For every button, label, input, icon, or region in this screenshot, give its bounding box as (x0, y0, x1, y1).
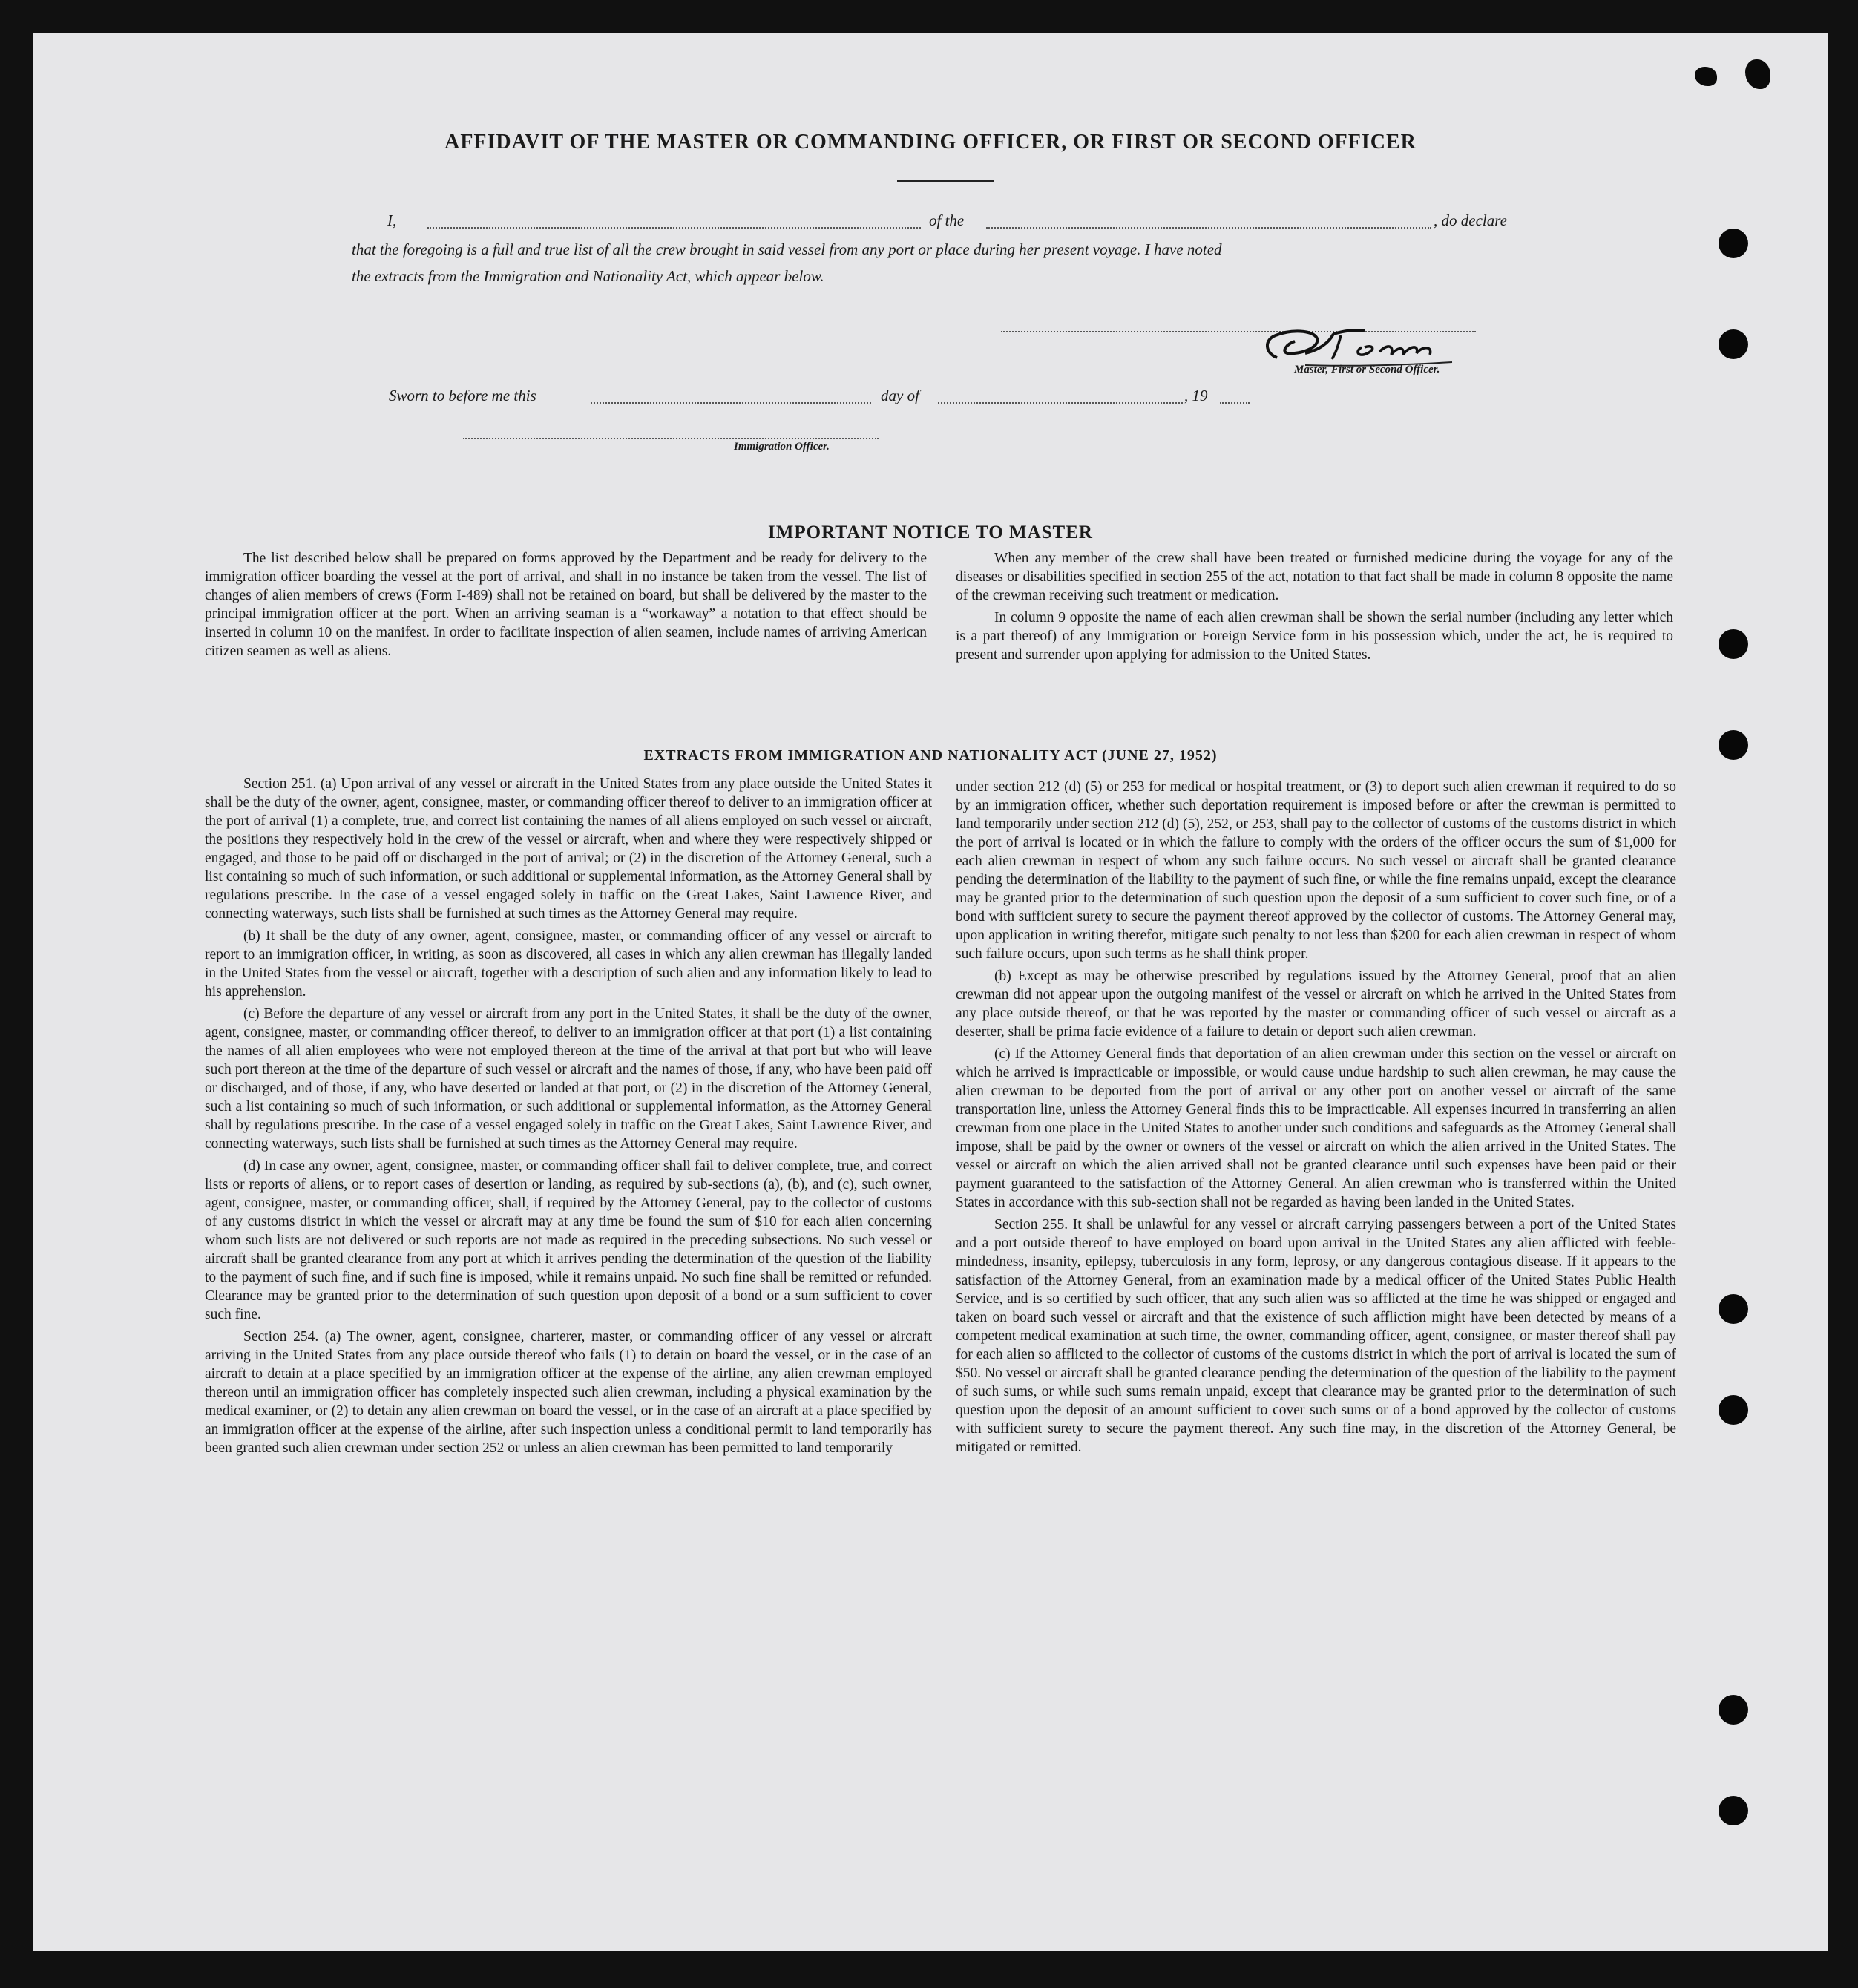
affidavit-statement-line-2: the extracts from the Immigration and Nationality Act, which appear below. (352, 267, 824, 285)
signature-caption: Master, First or Second Officer. (1294, 364, 1440, 375)
year-blank[interactable] (1220, 402, 1250, 404)
officer-caption: Immigration Officer. (734, 441, 830, 453)
officer-signature-line (463, 438, 879, 439)
ink-blot (1745, 59, 1770, 89)
vessel-blank[interactable] (986, 227, 1431, 229)
section-251-b: (b) It shall be the duty of any owner, agent, consignee, master, or commanding officer of any vessel or aircraft to report to an immigration officer, in writing, as soon as discovered, all cases in which any alien crewman has illegally landed in the United States from the vessel or aircraft, together with a description of such alien and any information likely to lead to his apprehension. (205, 928, 932, 1000)
binder-hole (1719, 1395, 1748, 1425)
notice-title: IMPORTANT NOTICE TO MASTER (768, 522, 1093, 542)
section-254-a: Section 254. (a) The owner, agent, consignee, charterer, master, or commanding officer of any vessel or aircraft arriving in the United States from any place outside thereof who fails (1) to detain on board the vessel, or in the case of an aircraft to detain at a place specified by an immigration officer at the expense of the airline, any alien crewman employed thereon until an immigration officer has completely inspected such alien crewman, including a physical examination by the medical examiner, or (2) to detain any alien crewman on board the vessel, or in the case of an aircraft at a place specified by an immigration officer at the expense of the airline, after such inspection unless a conditional permit to land temporarily has been granted such alien crewman under section 252 or unless an alien crewman has been permitted to land temporarily (205, 1329, 932, 1456)
extracts-right-column (956, 778, 1676, 1460)
binder-hole (1719, 329, 1748, 359)
notice-paragraph: When any member of the crew shall have been treated or furnished medicine during the voyage for any of the diseases or disabilities specified in section 255 of the act, notation to that fact shall be made in column 8 opposite the name of the crewman receiving such treatment or medication. (956, 551, 1673, 603)
notice-left-column (205, 549, 927, 664)
binder-hole (1719, 1695, 1748, 1725)
binder-hole (1719, 229, 1748, 258)
document-page (33, 33, 1828, 1951)
title-divider (897, 180, 994, 182)
section-254-a-continued: under section 212 (d) (5) or 253 for medical or hospital treatment, or (3) to deport such alien crewman if required to do so by an immigration officer, whether such deportation requirement is imposed before or after the crewman is permitted to land temporarily under section 212 (d) (5), 252, or 253, shall pay to the collector of customs of the customs district in which the port of arrival is located or in which the failure to comply with the orders of the officer occurs the sum of $1,000 for each alien crewman in respect of whom any such failure occurs. No such vessel or aircraft shall be granted clearance pending the determination of the liability to the payment of such fine, or while the fine remains unpaid, except the clearance may be granted prior to the determination of such question upon the deposit of a sum sufficient to cover such fine, or of a bond with sufficient surety to secure the payment thereof approved by the collector of customs. The Attorney General may, upon application in writing therefor, mitigate such penalty to not less than $200 for each alien crewman in respect of whom such failure occurs, upon such terms as he shall think proper. (956, 779, 1676, 962)
section-251-c: (c) Before the departure of any vessel or aircraft from any port in the United States, it shall be the duty of the owner, agent, consignee, master, or commanding officer thereof, to deliver to an immigration officer at that port (1) a list containing the names of all alien employees who were not employed thereon at the time of the arrival at that port but who will leave such port thereon at the time of the departure of such vessel or aircraft and the names of those, if any, who have been paid off or discharged, and of those, if any, who have deserted or landed at that port, or (2) in the discretion of the Attorney General, such a list containing so much of such information, or such additional or supplemental information, as the Attorney General shall by regulations prescribe. In the case of a vessel engaged solely in traffic on the Great Lakes, Saint Lawrence River, and connecting waterways, such lists shall be furnished at such times as the Attorney General may require. (205, 1006, 932, 1152)
section-254-b: (b) Except as may be otherwise prescribed by regulations issued by the Attorney General, proof that an alien crewman did not appear upon the outgoing manifest of the vessel or aircraft on which he arrived in the United States from any place outside thereof, or that he was reported by the master or commanding officer of such vessel or aircraft as a deserter, shall be prima facie evidence of a failure to detain or deport such alien crewman. (956, 968, 1676, 1040)
section-251-d: (d) In case any owner, agent, consignee, master, or commanding officer shall fail to deliver complete, true, and correct lists or reports of aliens, or to report cases of desertion or landing, as required by sub-sections (a), (b), and (c), such owner, agent, consignee, master, or commanding officer, shall, if required by the Attorney General, pay to the collector of customs of any customs district in which the vessel or aircraft may at any time be found the sum of $10 for each alien concerning whom such lists are not delivered or such reports are not made as required in the preceding subsections. No such vessel or aircraft shall be granted clearance from any port at which it arrives pending the determination of the question of the liability to the payment of such fine, and if such fine is imposed, while it remains unpaid. No such fine shall be remitted or refunded. Clearance may be granted prior to the determination of such question upon deposit of a bond or a sum sufficient to cover such fine. (205, 1158, 932, 1322)
notice-right-column (956, 549, 1673, 668)
notice-paragraph: The list described below shall be prepared on forms approved by the Department and be ready for delivery to the immigration officer boarding the vessel at the port of arrival, and shall in no instance be taken from the vessel. The list of changes of alien members of crews (Form I-489) shall not be retained on board, but shall be delivered by the master to the principal immigration officer at the port. When an arriving seaman is a “workaway” a notation to that effect should be inserted in column 10 on the manifest. In order to facilitate inspection of alien seamen, include names of arriving American citizen seamen as well as aliens. (205, 551, 927, 659)
extracts-left-column (205, 775, 932, 1461)
month-blank[interactable] (938, 402, 1183, 404)
day-of-label: day of (881, 387, 919, 404)
extracts-title: EXTRACTS FROM IMMIGRATION AND NATIONALITY ACT (JUNE 27, 1952) (643, 747, 1218, 764)
i-label: I, (387, 211, 397, 229)
sworn-label: Sworn to before me this (389, 387, 536, 404)
name-blank[interactable] (427, 227, 921, 229)
year-label: , 19 (1184, 387, 1208, 404)
binder-hole (1719, 629, 1748, 659)
affidavit-title: AFFIDAVIT OF THE MASTER OR COMMANDING OFFICER, OR FIRST OR SECOND OFFICER (444, 131, 1417, 154)
of-the-label: of the (929, 211, 965, 229)
section-255: Section 255. It shall be unlawful for any vessel or aircraft carrying passengers between a port of the United States and a port outside thereof to have employed on board upon arrival in the United States any alien afflicted with feeble-mindedness, insanity, epilepsy, tuberculosis in any form, leprosy, or any dangerous contagious disease. If it appears to the satisfaction of the Attorney General, from an examination made by a medical officer of the United States Public Health Service, and is so certified by such officer, that any such alien was so afflicted at the time he was shipped or engaged and taken on board such vessel or aircraft and that the existence of such affliction might have been detected by means of a competent medical examination at such time, the owner, commanding officer, agent, consignee, or master thereof shall pay for each alien so afflicted to the collector of customs of the customs district in which the port of arrival is located the sum of $50. No vessel or aircraft shall be granted clearance pending the determination of the question of the liability to the payment of such sums, or while such sums remain unpaid, except that clearance may be granted prior to the determination of such question upon the deposit of an amount sufficient to cover such sums or of a bond approved by the collector of customs with sufficient surety to secure the payment thereof. Any such fine may, in the discretion of the Attorney General, be mitigated or remitted. (956, 1217, 1676, 1455)
do-declare-label: , do declare (1434, 211, 1507, 229)
binder-hole (1719, 1294, 1748, 1324)
section-254-c: (c) If the Attorney General finds that deportation of an alien crewman under this section on the vessel or aircraft on which he arrived is impracticable or impossible, or would cause undue hardship to such alien crewman, he may cause the alien crewman to be deported from the port of arrival or any other port on another vessel or aircraft of the same transportation line, unless the Attorney General finds this to be impracticable. All expenses incurred in transferring an alien crewman from one place in the United States to another under such conditions and safeguards as the Attorney General shall impose, shall be paid by the owner or owners of the vessel or aircraft on which the alien arrived in the United States. The vessel or aircraft on which the alien arrived shall not be granted clearance until such expenses have been paid or their payment guaranteed to the satisfaction of the Attorney General. An alien crewman who is transferred within the United States in accordance with this sub-section shall not be regarded as having been landed in the United States. (956, 1046, 1676, 1210)
notice-paragraph: In column 9 opposite the name of each alien crewman shall be shown the serial number (including any letter which is a part thereof) of any Immigration or Foreign Service form in his possession which, under the act, he is required to present and surrender upon applying for admission to the United States. (956, 610, 1673, 663)
ink-blot (1695, 67, 1717, 86)
affidavit-statement-line-1: that the foregoing is a full and true list of all the crew brought in said vessel from any port or place during her present voyage. I have noted (352, 240, 1222, 258)
sworn-day-blank[interactable] (591, 402, 871, 404)
section-251-a: Section 251. (a) Upon arrival of any vessel or aircraft in the United States from any place outside the United States it shall be the duty of the owner, agent, consignee, master, or commanding officer thereof to deliver to an immigration officer at the port of arrival (1) a complete, true, and correct list containing the names of all aliens employed on such vessel or aircraft, the positions they respectively hold in the crew of the vessel or aircraft, when and where they were respectively shipped or engaged, and those to be paid off or discharged in the port of arrival; or (2) in the discretion of the Attorney General, such a list containing so much of such information, or such additional or supplemental information, as the Attorney General shall by regulations prescribe. In the case of a vessel engaged solely in traffic on the Great Lakes, Saint Lawrence River, and connecting waterways, such lists shall be furnished at such times as the Attorney General may require. (205, 776, 932, 922)
binder-hole (1719, 1796, 1748, 1825)
